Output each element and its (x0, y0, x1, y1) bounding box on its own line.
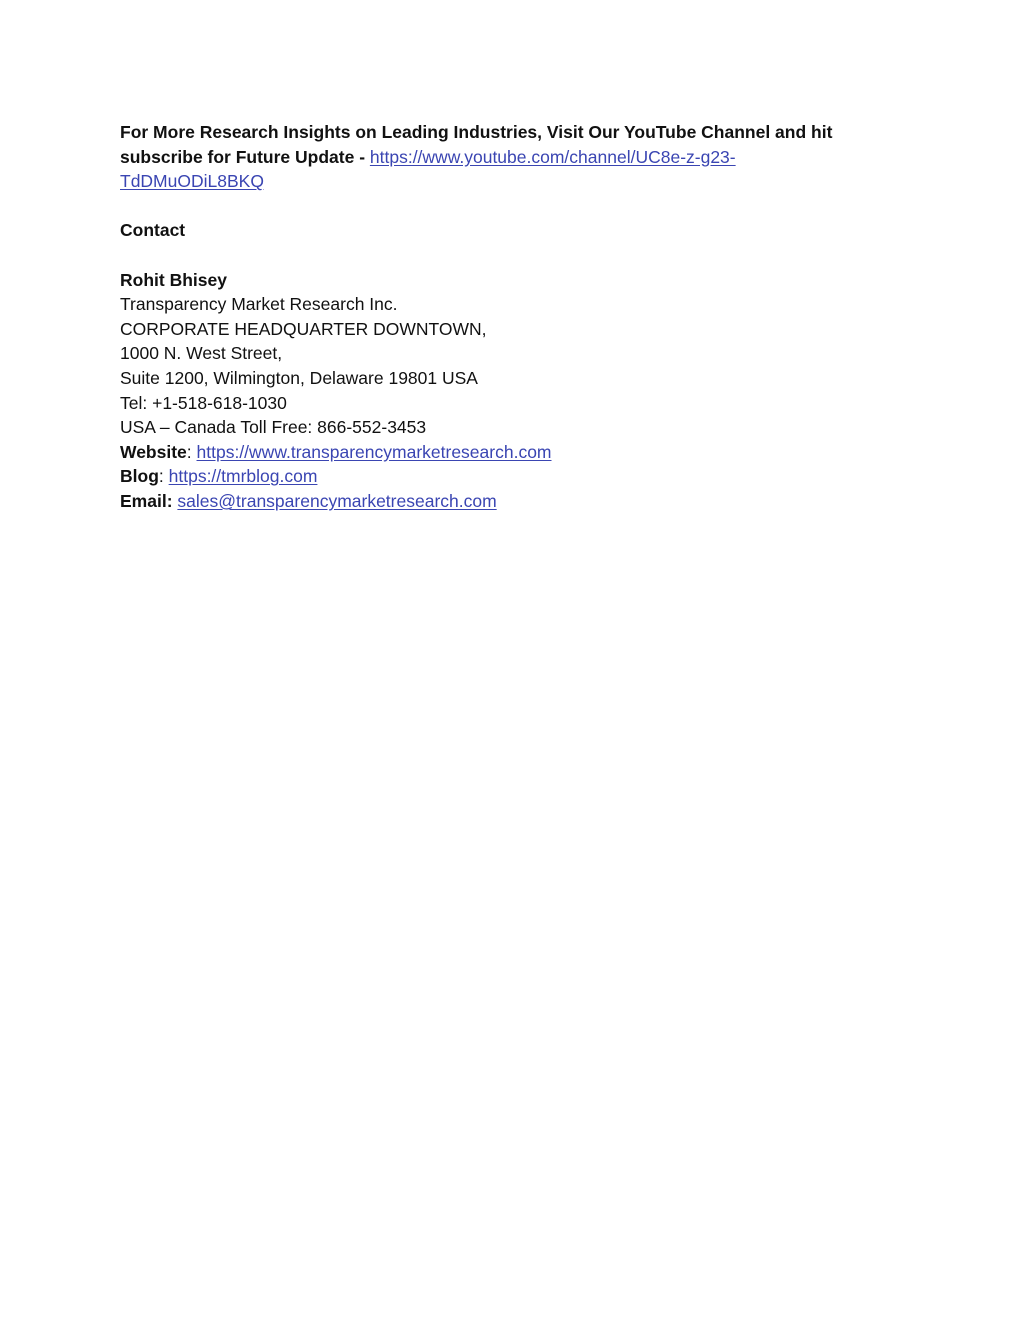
contact-heading: Contact (120, 220, 186, 241)
youtube-channel-link[interactable]: https://www.youtube.com/channel/UC8e-z-g23-TdDMuODiL8BKQ (120, 146, 736, 192)
contact-details (120, 268, 840, 514)
website-separator: : (186, 441, 197, 462)
website-row (120, 440, 840, 465)
blog-row (120, 464, 840, 489)
website-link[interactable]: https://www.transparencymarketresearch.com (196, 441, 552, 462)
email-label: Email: (120, 490, 173, 511)
company-name: Transparency Market Research Inc. (120, 294, 398, 315)
blog-separator: : (158, 466, 169, 487)
telephone: Tel: +1-518-618-1030 (120, 392, 287, 413)
website-label: Website (120, 441, 187, 462)
youtube-promo-text: For More Research Insights on Leading Industries, Visit Our YouTube Channel and hit subscribe for Future Update - (120, 122, 833, 167)
toll-free-number: USA – Canada Toll Free: 866-552-3453 (120, 417, 427, 438)
headquarter-label: CORPORATE HEADQUARTER DOWNTOWN, (120, 318, 487, 339)
email-row (120, 489, 840, 514)
blog-label: Blog (120, 466, 159, 487)
street-address: 1000 N. West Street, (120, 343, 283, 364)
blog-link[interactable]: https://tmrblog.com (168, 466, 318, 487)
contact-name: Rohit Bhisey (120, 269, 227, 290)
youtube-promo-paragraph (120, 120, 840, 194)
suite-address: Suite 1200, Wilmington, Delaware 19801 USA (120, 367, 478, 388)
document-page (120, 120, 840, 514)
email-link[interactable]: sales@transparencymarketresearch.com (177, 490, 497, 511)
